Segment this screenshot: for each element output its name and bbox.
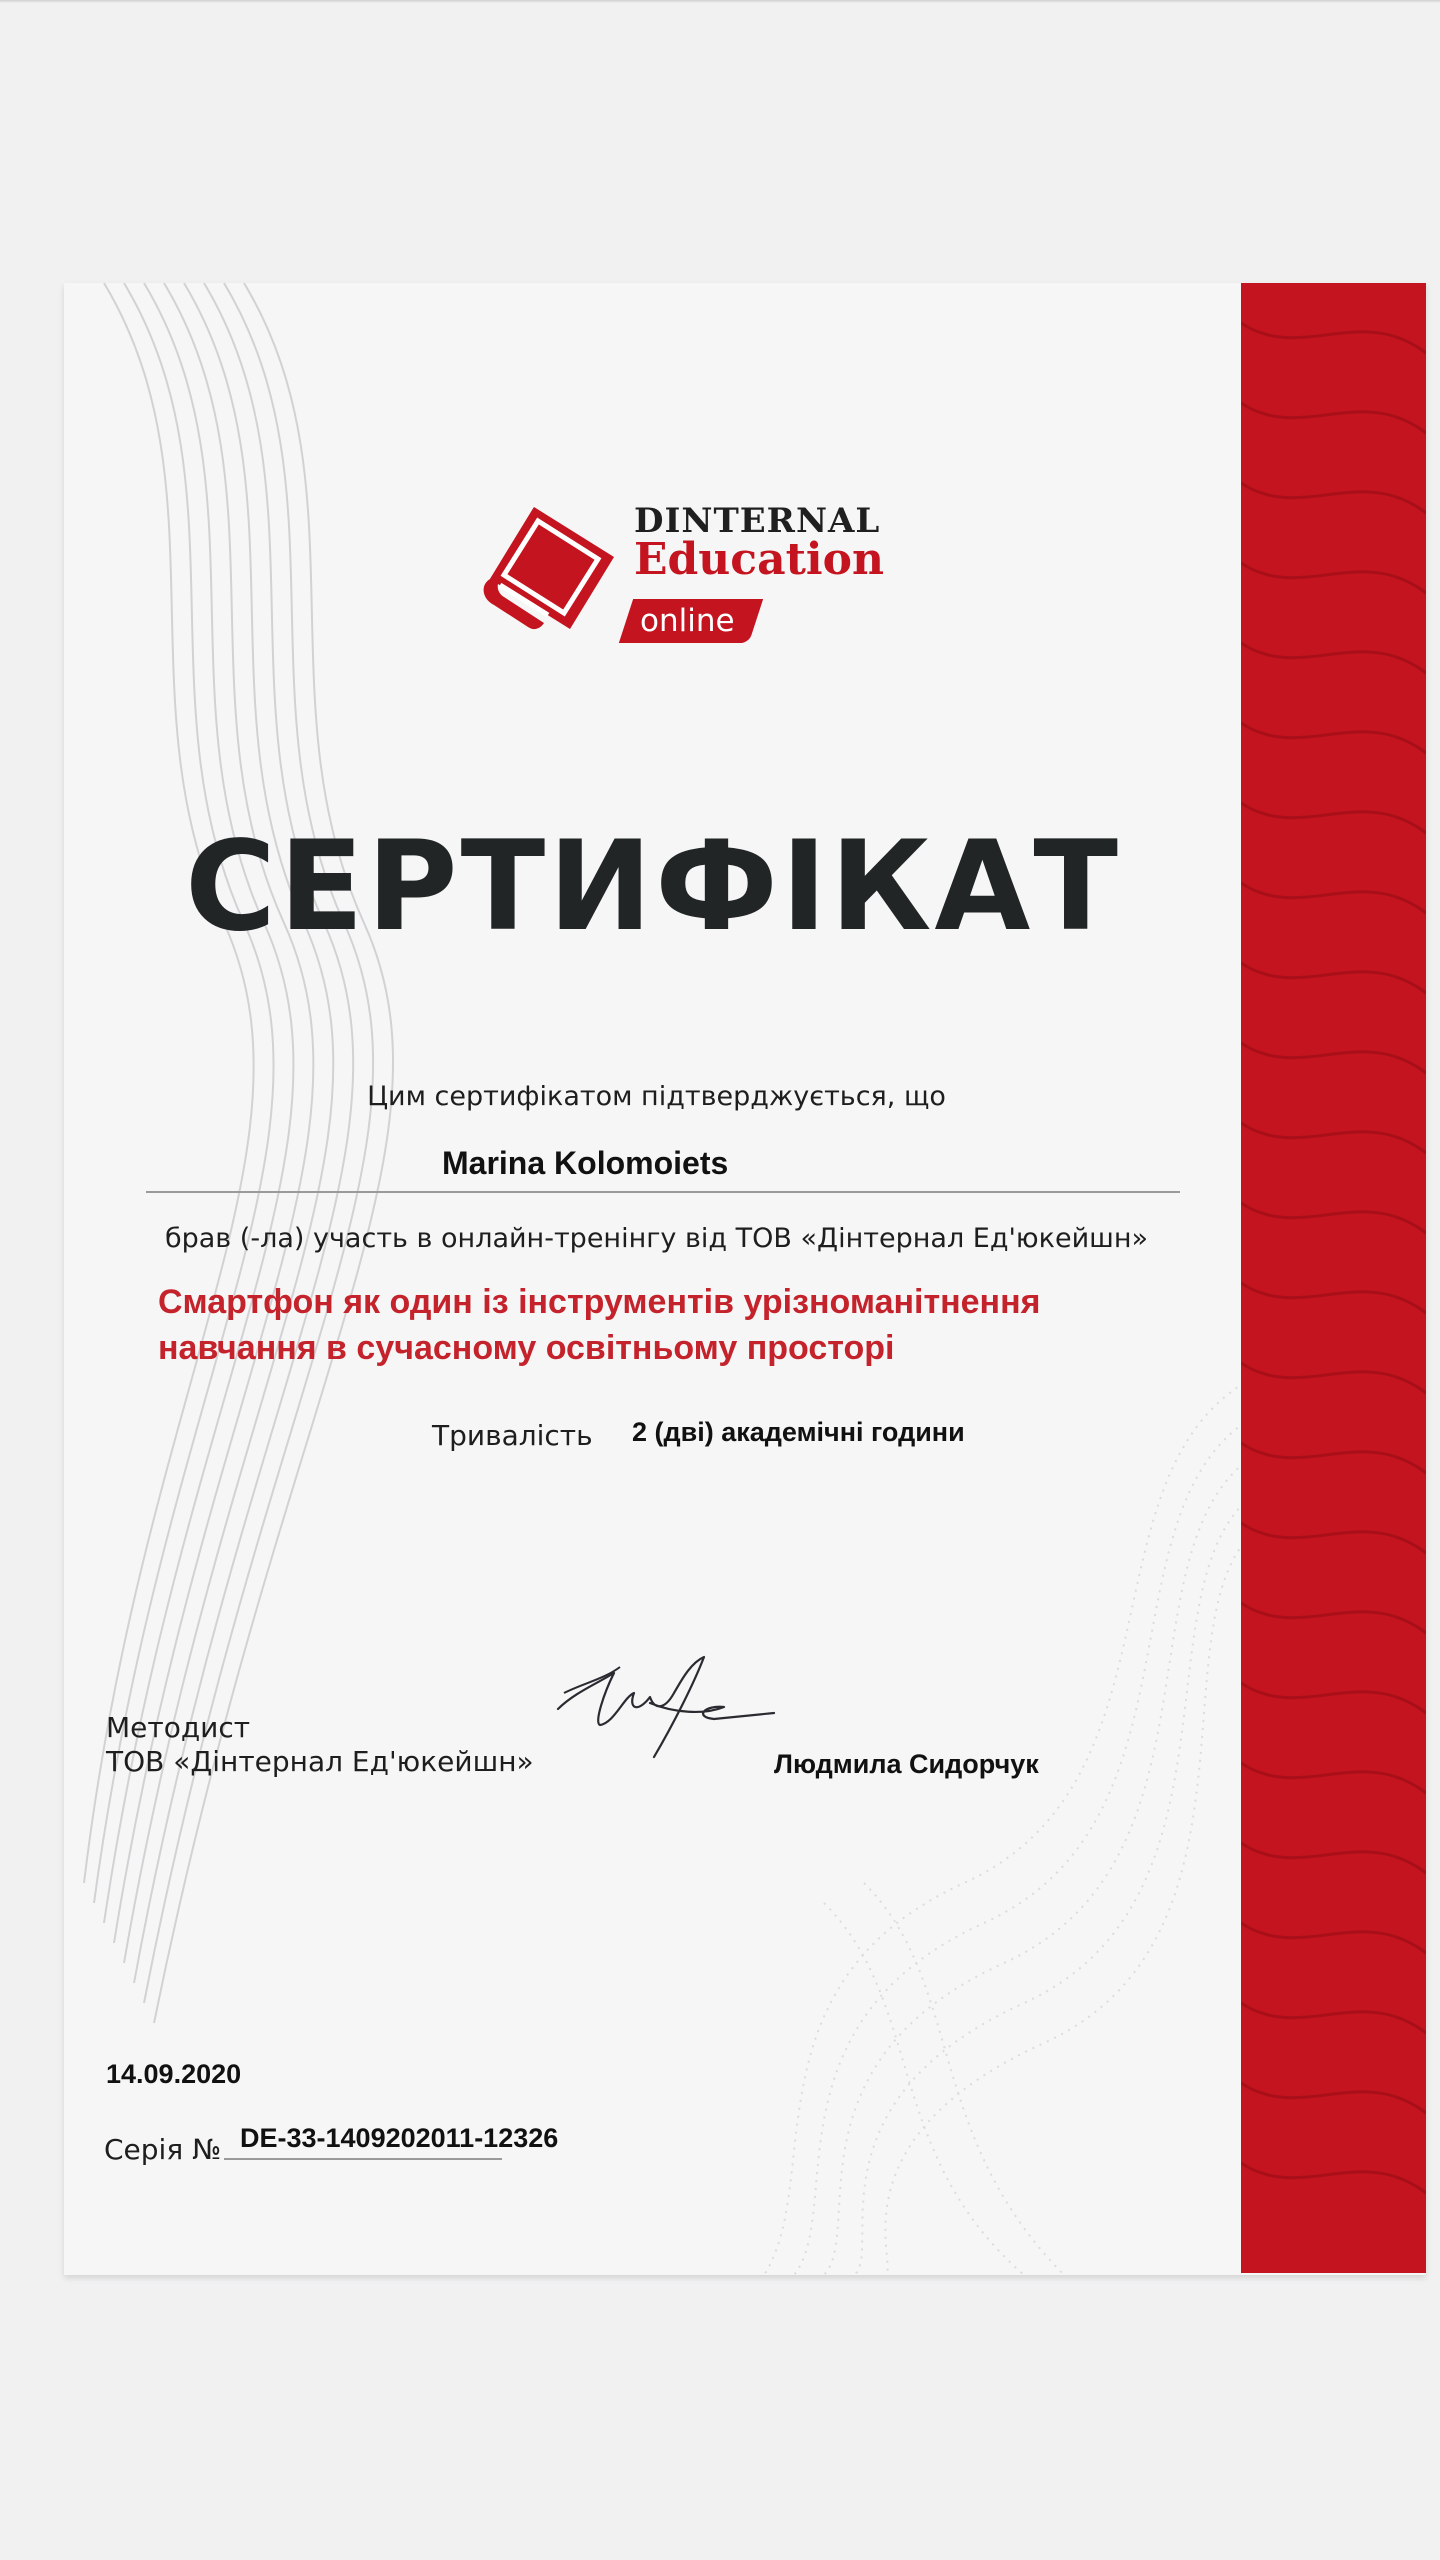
series-number: DE-33-1409202011-12326 bbox=[240, 2123, 559, 2153]
company-logo bbox=[474, 501, 884, 651]
course-title-line-1: Смартфон як один із інструментів урізноманітнення bbox=[158, 1283, 1041, 1321]
certificate-page bbox=[64, 283, 1426, 2275]
top-shadow bbox=[0, 0, 1440, 3]
red-band-pattern bbox=[1241, 283, 1426, 2273]
series-label: Серія № bbox=[104, 2133, 222, 2166]
participation-text: брав (-ла) участь в онлайн-тренінгу від ТОВ «Дінтернал Ед'юкейшн» bbox=[164, 1223, 1149, 1254]
signer-role bbox=[106, 1711, 534, 1779]
name-underline bbox=[146, 1191, 1180, 1193]
certificate-title: СЕРТИФІКАТ bbox=[185, 815, 1121, 959]
signer-role-line-2: ТОВ «Дінтернал Ед'юкейшн» bbox=[106, 1745, 534, 1778]
series-underline bbox=[224, 2158, 502, 2160]
logo-text-online: online bbox=[640, 603, 735, 639]
recipient-name: Marina Kolomoiets bbox=[442, 1145, 729, 1181]
logo-text-dinternal: DINTERNAL bbox=[634, 501, 881, 541]
duration-label: Тривалість bbox=[432, 1419, 593, 1452]
signature-image bbox=[554, 1653, 784, 1763]
red-side-band bbox=[1241, 283, 1426, 2273]
course-title-line-2: навчання в сучасному освітньому просторі bbox=[158, 1329, 895, 1367]
logo-text-education: Education bbox=[634, 534, 884, 585]
signer-role-line-1: Методист bbox=[106, 1711, 251, 1744]
signer-name: Людмила Сидорчук bbox=[774, 1749, 1039, 1779]
duration-value: 2 (дві) академічні години bbox=[632, 1417, 965, 1447]
course-title bbox=[158, 1279, 1208, 1371]
confirmation-text: Цим сертифікатом підтверджується, що bbox=[367, 1081, 946, 1112]
book-logo-icon bbox=[474, 501, 624, 636]
issue-date: 14.09.2020 bbox=[106, 2059, 242, 2089]
